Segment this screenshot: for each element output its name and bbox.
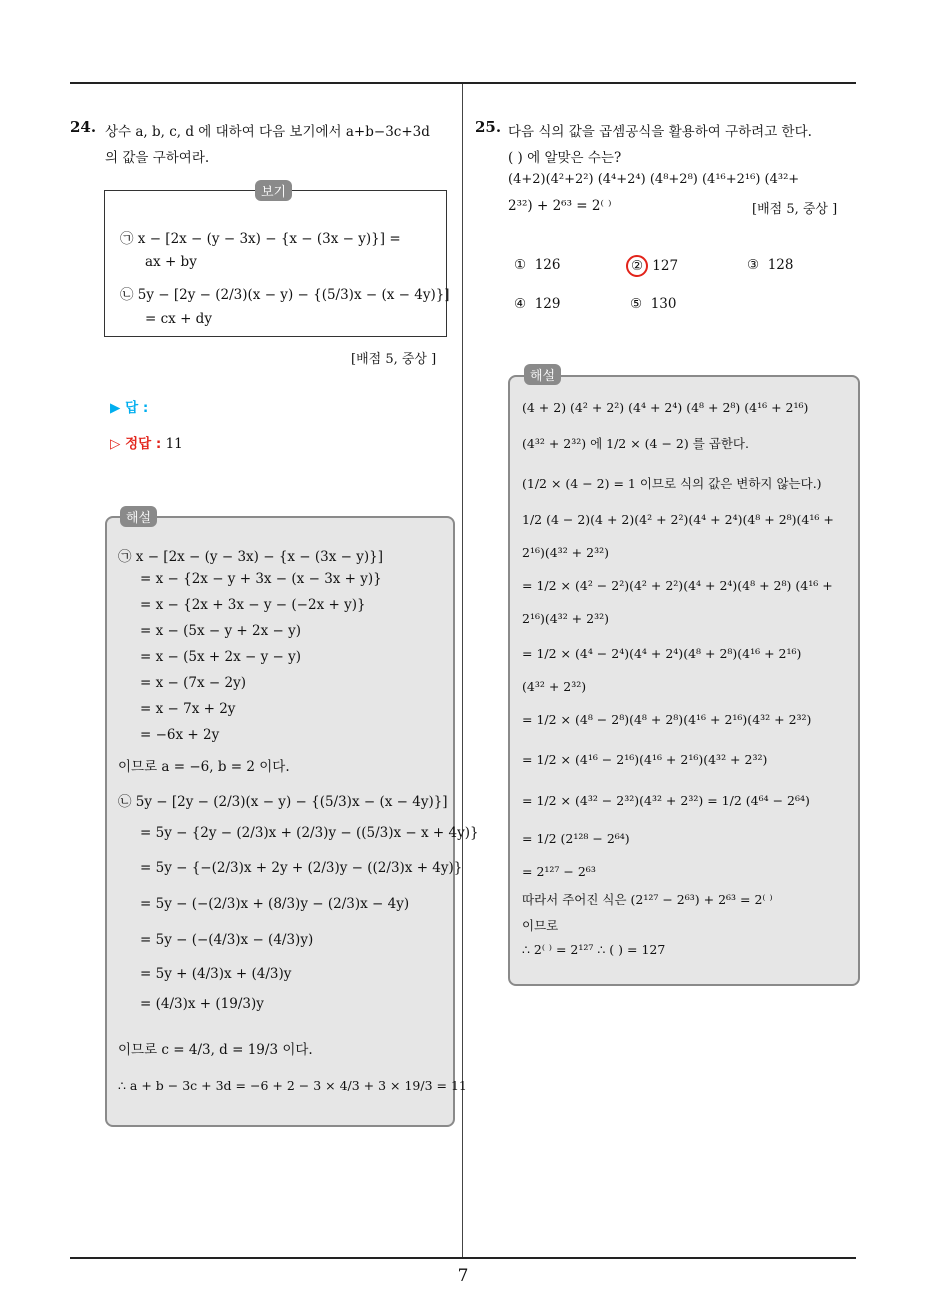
- solution-line: = 1/2 × (4¹⁶ − 2¹⁶)(4¹⁶ + 2¹⁶)(4³² + 2³²): [522, 752, 768, 767]
- solution-line: (4³² + 2³²): [522, 679, 587, 694]
- question-expression: 2³²) + 2⁶³ = 2⁽ ⁾: [508, 198, 612, 214]
- choice-1[interactable]: [514, 257, 560, 273]
- question-expression: (4+2)(4²+2²) (4⁴+2⁴) (4⁸+2⁸) (4¹⁶+2¹⁶) (4³²+: [508, 172, 800, 187]
- solution-line: ∴ a + b − 3c + 3d = −6 + 2 − 3 × 4/3 + 3 × 19/3 = 11: [118, 1078, 467, 1093]
- choice-value: 128: [767, 257, 794, 273]
- choice-value: 130: [650, 296, 677, 312]
- solution-line: ∴ 2⁽ ⁾ = 2¹²⁷ ∴ ( ) = 127: [522, 942, 666, 957]
- solution-line: = −6x + 2y: [140, 727, 220, 743]
- solution-line: 이므로 c = 4/3, d = 19/3 이다.: [118, 1042, 313, 1058]
- solution-line: = 1/2 × (4⁸ − 2⁸)(4⁸ + 2⁸)(4¹⁶ + 2¹⁶)(4³² + 2³²): [522, 712, 812, 727]
- correct-answer: [110, 432, 183, 452]
- solution-label: 해설: [524, 364, 561, 385]
- choice-value: 129: [534, 296, 561, 312]
- choice-2-selected[interactable]: [630, 255, 678, 277]
- bottom-rule: [70, 1257, 856, 1259]
- solution-line: = 5y − {2y − (2/3)x + (2/3)y − ((5/3)x − x + 4y)}: [140, 825, 479, 841]
- solution-line: = 5y − {−(2/3)x + 2y + (2/3)y − ((2/3)x + 4y)}: [140, 860, 463, 876]
- choice-value: 127: [652, 258, 679, 274]
- solution-line: = x − (5x + 2x − y − y): [140, 649, 301, 665]
- solution-line: = x − 7x + 2y: [140, 701, 236, 717]
- solution-line: = 5y + (4/3)x + (4/3)y: [140, 966, 292, 982]
- solution-line: = 1/2 × (4² − 2²)(4² + 2²)(4⁴ + 2⁴)(4⁸ + 2⁸) (4¹⁶ +: [522, 578, 833, 593]
- choice-mark: ④: [514, 296, 527, 312]
- solution-line: = x − {2x + 3x − y − (−2x + y)}: [140, 597, 366, 613]
- choice-5[interactable]: [630, 296, 676, 312]
- solution-line: (4³² + 2³²) 에 1/2 × (4 − 2) 를 곱한다.: [522, 436, 749, 451]
- selected-circle-icon: [626, 255, 648, 277]
- solution-line: = x − (7x − 2y): [140, 675, 246, 691]
- question-stem: 상수 a, b, c, d 에 대하여 다음 보기에서 a+b−3c+3d: [105, 124, 430, 140]
- question-stem: 다음 식의 값을 곱셈공식을 활용하여 구하려고 한다.: [508, 124, 812, 140]
- answer-label: ▶ 답 :: [110, 400, 149, 416]
- page-number: 7: [457, 1266, 469, 1286]
- example-line: ㉠ x − [2x − (y − 3x) − {x − (3x − y)}] =: [120, 231, 401, 247]
- solution-line: ㉠ x − [2x − (y − 3x) − {x − (3x − y)}]: [118, 549, 384, 565]
- solution-line: = x − (5x − y + 2x − y): [140, 623, 301, 639]
- solution-line: = 1/2 × (4⁴ − 2⁴)(4⁴ + 2⁴)(4⁸ + 2⁸)(4¹⁶ + 2¹⁶): [522, 646, 802, 661]
- choice-mark: ⑤: [630, 296, 643, 312]
- question-number: 25.: [475, 118, 502, 136]
- solution-line: 이므로: [522, 918, 559, 933]
- score-label: [배점 5, 중상 ]: [752, 202, 838, 217]
- solution-label: 해설: [120, 506, 157, 527]
- solution-line: = 5y − (−(4/3)x − (4/3)y): [140, 932, 314, 948]
- choice-3[interactable]: [747, 257, 793, 273]
- correct-answer-label: ▷ 정답 :: [110, 436, 162, 452]
- solution-line: 2¹⁶)(4³² + 2³²): [522, 611, 609, 626]
- choice-mark: ①: [514, 257, 527, 273]
- choice-value: 126: [534, 257, 561, 273]
- solution-line: (4 + 2) (4² + 2²) (4⁴ + 2⁴) (4⁸ + 2⁸) (4¹⁶ + 2¹⁶): [522, 400, 809, 415]
- example-line: = cx + dy: [145, 311, 212, 327]
- choice-4[interactable]: [514, 296, 560, 312]
- solution-line: = (4/3)x + (19/3)y: [140, 996, 264, 1012]
- solution-line: ㉡ 5y − [2y − (2/3)(x − y) − {(5/3)x − (x − 4y)}]: [118, 794, 448, 810]
- solution-line: = 2¹²⁷ − 2⁶³: [522, 864, 596, 879]
- solution-line: = 1/2 × (4³² − 2³²)(4³² + 2³²) = 1/2 (4⁶⁴ − 2⁶⁴): [522, 793, 810, 808]
- solution-line: (1/2 × (4 − 2) = 1 이므로 식의 값은 변하지 않는다.): [522, 476, 822, 491]
- choice-mark: ③: [747, 257, 760, 273]
- question-stem: ( ) 에 알맞은 수는?: [508, 150, 622, 166]
- solution-line: = x − {2x − y + 3x − (x − 3x + y)}: [140, 571, 382, 587]
- example-line: ㉡ 5y − [2y − (2/3)(x − y) − {(5/3)x − (x − 4y)}]: [120, 287, 450, 303]
- choice-mark: ②: [630, 258, 644, 274]
- example-box-label: 보기: [255, 180, 292, 201]
- correct-answer-value: 11: [165, 436, 183, 452]
- solution-line: = 1/2 (2¹²⁸ − 2⁶⁴): [522, 831, 630, 846]
- example-line: ax + by: [145, 254, 197, 270]
- solution-line: = 5y − (−(2/3)x + (8/3)y − (2/3)x − 4y): [140, 896, 410, 912]
- solution-line: 이므로 a = −6, b = 2 이다.: [118, 759, 290, 775]
- top-rule: [70, 82, 856, 84]
- question-number: 24.: [70, 118, 97, 136]
- question-stem: 의 값을 구하여라.: [105, 150, 210, 166]
- solution-line: 1/2 (4 − 2)(4 + 2)(4² + 2²)(4⁴ + 2⁴)(4⁸ + 2⁸)(4¹⁶ +: [522, 512, 834, 527]
- solution-line: 따라서 주어진 식은 (2¹²⁷ − 2⁶³) + 2⁶³ = 2⁽ ⁾: [522, 892, 773, 907]
- solution-line: 2¹⁶)(4³² + 2³²): [522, 545, 609, 560]
- score-label: [배점 5, 중상 ]: [351, 352, 437, 367]
